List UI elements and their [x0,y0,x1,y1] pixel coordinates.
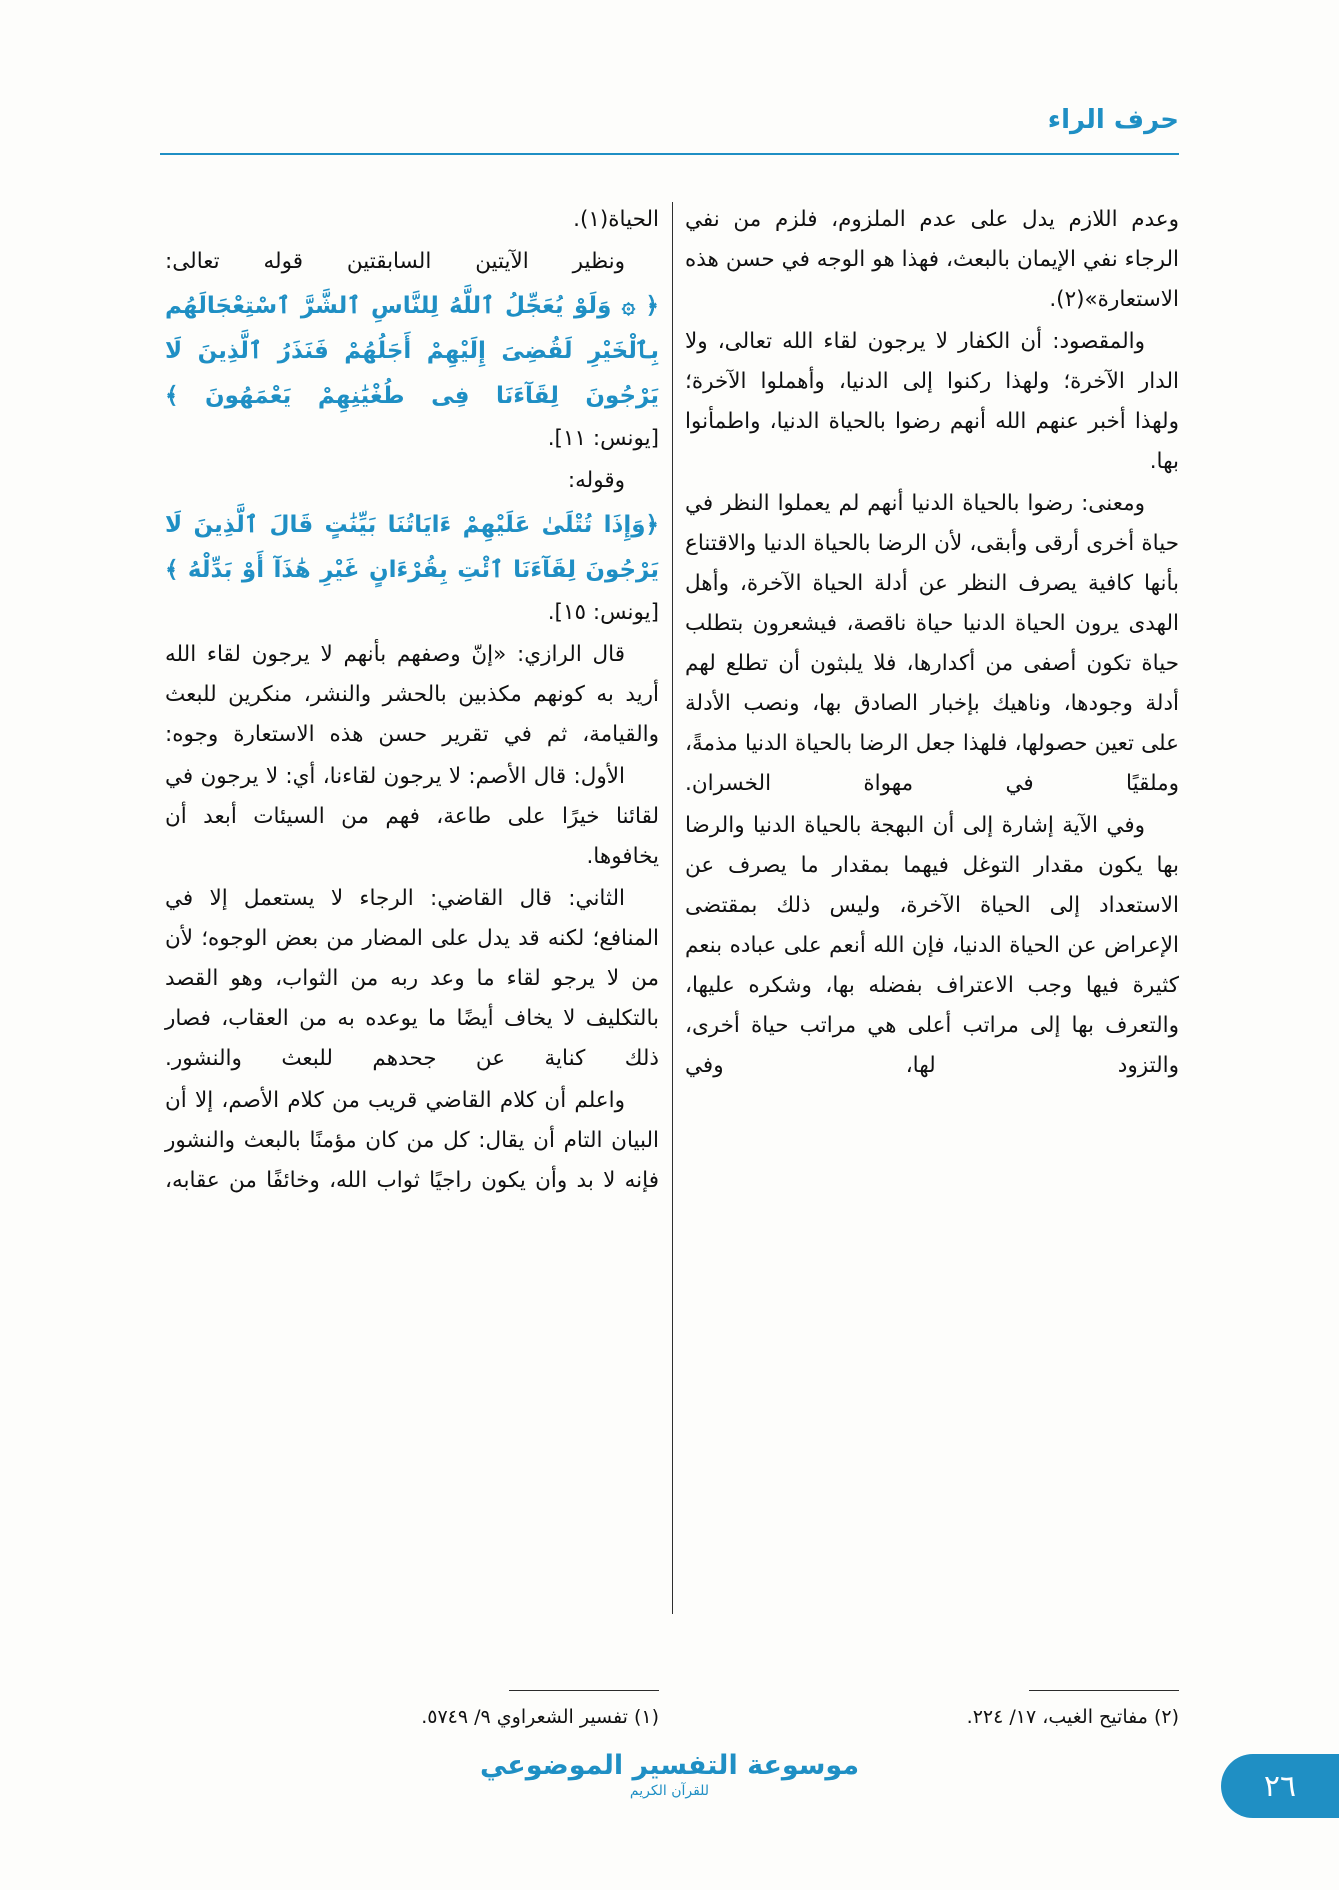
paragraph: وقوله: [567,468,625,493]
footnote-rule [509,1690,659,1691]
quran-verse: ﴿ ۞ وَلَوْ يُعَجِّلُ ٱللَّهُ لِلنَّاسِ ٱلشَّرَّ ٱسْتِعْجَالَهُم بِٱلْخَيْرِ لَقُضِىَ إِلَيْهِمْ أَجَلُهُمْ فَنَذَرُ ٱلَّذِينَ لَا يَرْجُونَ لِقَآءَنَا فِى طُغْيَٰنِهِمْ يَعْمَهُونَ ﴾ [165,293,659,409]
paragraph: والمقصود: أن الكفار لا يرجون لقاء الله تعالى، ولا الدار الآخرة؛ ولهذا ركنوا إلى الدنيا، وأهملوا الآخرة؛ ولهذا أخبر عنهم الله أنهم رضوا بالحياة الدنيا، واطمأنوا بها. [685,329,1179,474]
paragraph: الثاني: قال القاضي: الرجاء لا يستعمل إلا في المنافع؛ لكنه قد يدل على المضار من بعض الوجوه؛ لأن من لا يرجو لقاء ما وعد ربه من الثواب، وهو القصد بالتكليف لا يخاف أيضًا ما يوعده به من العقاب، فصار ذلك كناية عن جحدهم للبعث والنشور. [165,886,659,1071]
paragraph: قال الرازي: «إنّ وصفهم بأنهم لا يرجون لقاء الله أريد به كونهم مكذبين بالحشر والنشر، منكرين للبعث والقيامة، ثم في تقرير حسن هذه الاستعارة وجوه: [165,642,659,747]
paragraph: وفي الآية إشارة إلى أن البهجة بالحياة الدنيا والرضا بها يكون مقدار التوغل فيهما بمقدار ما يصرف عن الاستعداد إلى الحياة الآخرة، وليس ذلك بمقتضى الإعراض عن الحياة الدنيا، فإن الله أنعم على عباده بنعم كثيرة فيها وجب الاعتراف بفضله بها، وشكره عليها، والتعرف بها إلى مراتب أعلى هي مراتب حياة أخرى، والتزود لها، وفي [685,813,1179,1078]
publisher-logo [480,1750,859,1799]
logo-sub-text: للقرآن الكريم [629,1783,710,1799]
logo-main-text: موسوعة التفسير الموضوعي [479,1750,860,1781]
left-text-column [685,200,1179,1640]
footnote-text: (١) تفسير الشعراوي ٩/ ٥٧٤٩. [421,1706,659,1728]
quran-verse: ﴿وَإِذَا تُتْلَىٰ عَلَيْهِمْ ءَايَاتُنَا بَيِّنَٰتٍ قَالَ ٱلَّذِينَ لَا يَرْجُونَ لِقَآءَنَا ٱئْتِ بِقُرْءَانٍ غَيْرِ هَٰذَآ أَوْ بَدِّلْهُ ﴾ [165,512,659,583]
page-header [160,105,1179,165]
paragraph: ومعنى: رضوا بالحياة الدنيا أنهم لم يعملوا النظر في حياة أخرى أرقى وأبقى، لأن الرضا بالحياة الدنيا والاقتناع بأنها كافية يصرف النظر عن أدلة الحياة الآخرة، وأهل الهدى يرون الحياة الدنيا حياة ناقصة، فيشعرون بتطلب حياة تكون أصفى من أكدارها، فلا يلبثون أن تطلع لهم أدلة وجودها، وناهيك بإخبار الصادق بها، ونصب الأدلة على تعين حصولها، فلهذا جعل الرضا بالحياة الدنيا مذمةً، وملقيًا في مهواة الخسران. [685,491,1179,796]
page-number-badge: ٢٦ [1221,1754,1339,1818]
text-columns [165,200,1179,1640]
verse-reference: [يونس: ١١]. [547,426,659,451]
paragraph: الأول: قال الأصم: لا يرجون لقاءنا، أي: لا يرجون في لقائنا خيرًا على طاعة، فهم من السيئات أبعد أن يخافوها. [165,764,659,869]
paragraph: واعلم أن كلام القاضي قريب من كلام الأصم، إلا أن البيان التام أن يقال: كل من كان مؤمنًا بالبعث والنشور فإنه لا بد وأن يكون راجيًا ثواب الله، وخائفًا من عقابه، [165,1088,659,1193]
paragraph: الحياة(١). [573,207,659,232]
header-title: حرف الراء [1047,105,1179,135]
footnote-text: (٢) مفاتيح الغيب، ١٧/ ٢٢٤. [966,1706,1179,1728]
footnote-rule [1029,1690,1179,1691]
verse-reference: [يونس: ١٥]. [547,600,659,625]
page-footer [0,1740,1339,1850]
paragraph: ونظير الآيتين السابقتين قوله تعالى: [165,249,625,274]
paragraph: وعدم اللازم يدل على عدم الملزوم، فلزم من نفي الرجاء نفي الإيمان بالبعث، فهذا هو الوجه في حسن هذه الاستعارة»(٢). [685,207,1179,312]
header-divider [160,153,1179,155]
right-text-column [165,200,659,1640]
column-divider [659,200,685,1640]
